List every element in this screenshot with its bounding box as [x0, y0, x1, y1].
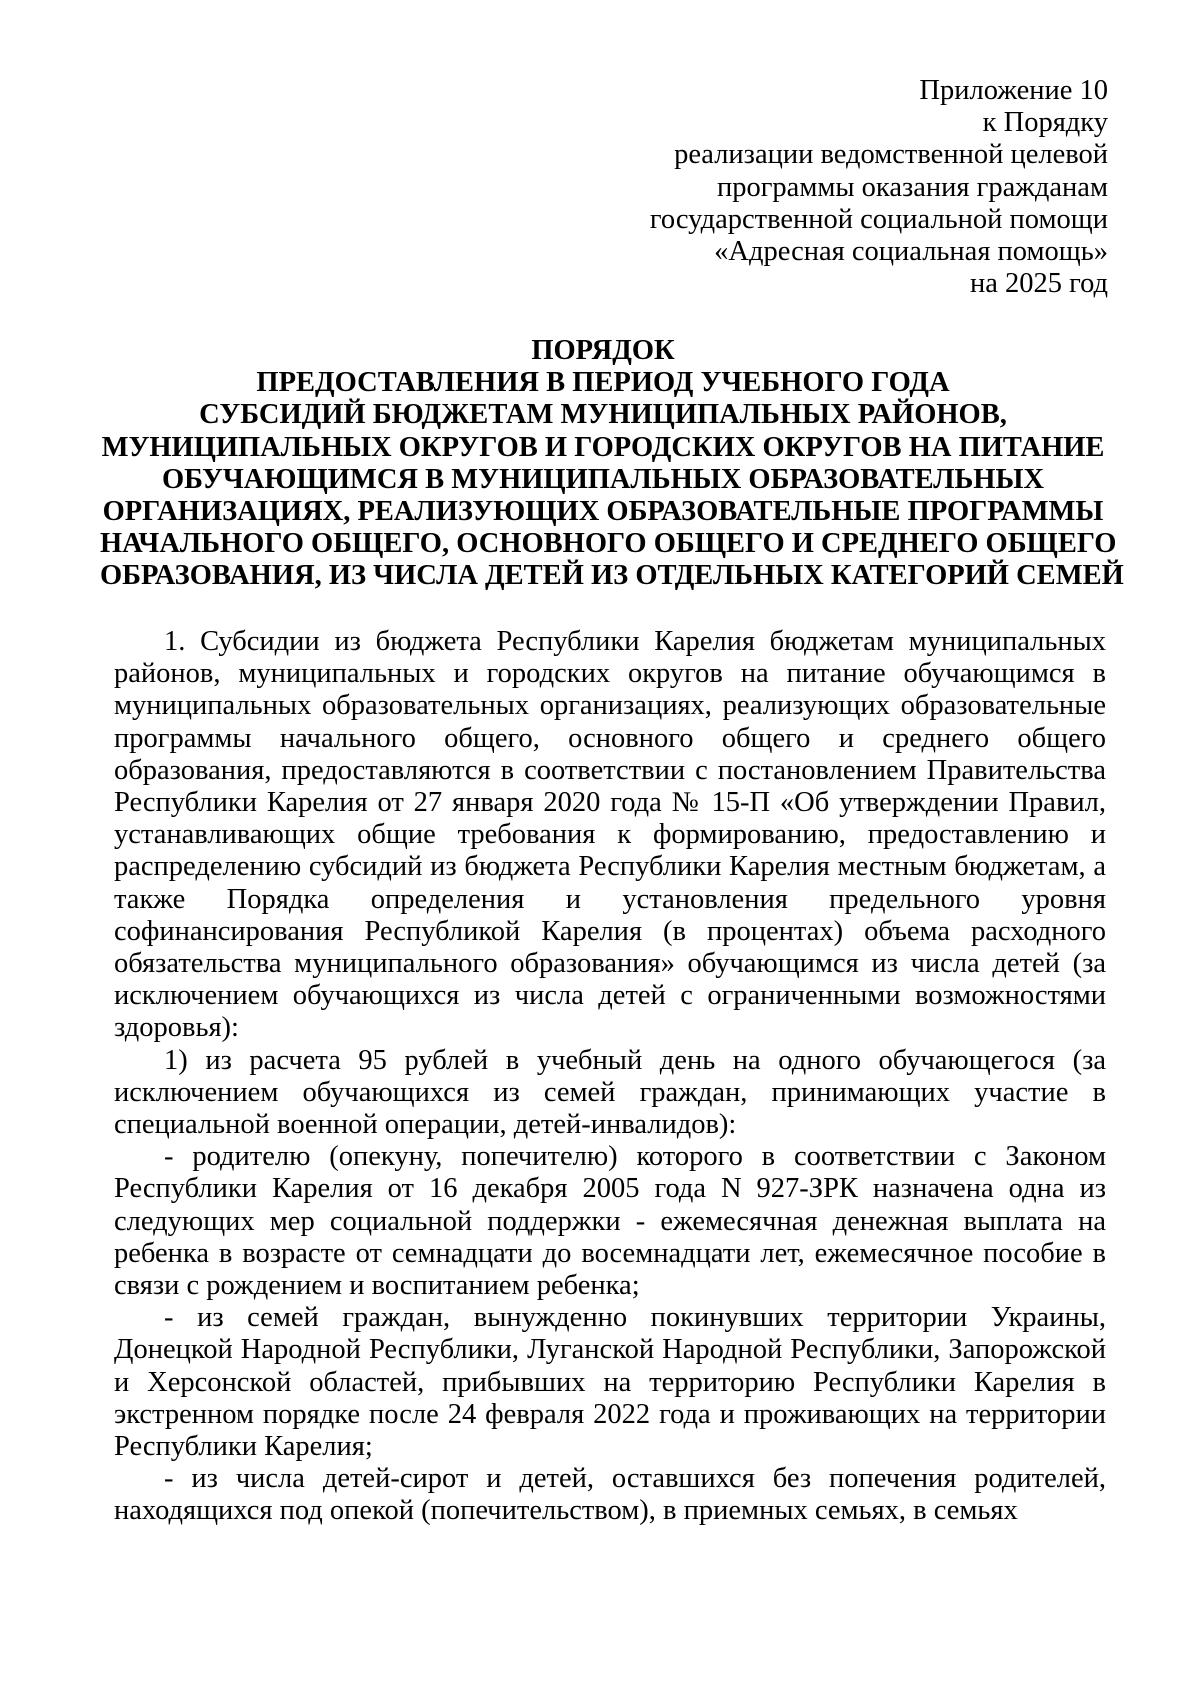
title-line: МУНИЦИПАЛЬНЫХ ОКРУГОВ И ГОРОДСКИХ ОКРУГОВ НА ПИТАНИЕ: [101, 431, 1105, 463]
appendix-reference: [650, 75, 1108, 300]
title-line: ПРЕДОСТАВЛЕНИЯ В ПЕРИОД УЧЕБНОГО ГОДА: [256, 367, 950, 399]
title-line: ОБРАЗОВАНИЯ, ИЗ ЧИСЛА ДЕТЕЙ ИЗ ОТДЕЛЬНЫХ КАТЕГОРИЙ СЕМЕЙ: [100, 560, 1124, 592]
paragraph-item-1: 1) из расчета 95 рублей в учебный день на одного обучающегося (за исключением обучающихся из семей граждан, принимающих участие в специальной военной операции, детей-инвалидов):: [114, 1044, 1106, 1141]
title-line: СУБСИДИЙ БЮДЖЕТАМ МУНИЦИПАЛЬНЫХ РАЙОНОВ,: [199, 399, 1007, 431]
appendix-line: к Порядку: [982, 107, 1108, 139]
appendix-line: государственной социальной помощи: [649, 203, 1108, 235]
paragraph-bullet-1: - родителю (опекуну, попечителю) которого в соответствии с Законом Республики Карелия от 16 декабря 2005 года N 927-ЗРК назначена одна из следующих мер социальной поддержки - ежемесячная денежная выплата на ребенка в возрасте от семнадцати до восемнадцати лет, ежемесячное пособие в связи с рождением и воспитанием ребенка;: [114, 1141, 1106, 1302]
document-title: [100, 335, 1124, 593]
title-line: ОРГАНИЗАЦИЯХ, РЕАЛИЗУЮЩИХ ОБРАЗОВАТЕЛЬНЫЕ ПРОГРАММЫ: [102, 496, 1104, 528]
title-line: ОБУЧАЮЩИМСЯ В МУНИЦИПАЛЬНЫХ ОБРАЗОВАТЕЛЬНЫХ: [161, 463, 1045, 495]
appendix-line: реализации ведомственной целевой: [674, 139, 1108, 171]
paragraph-bullet-2: - из семей граждан, вынужденно покинувших территории Украины, Донецкой Народной Республики, Луганской Народной Республики, Запорожской и Херсонской областей, прибывших на территорию Республики Карелия в экстренном порядке после 24 февраля 2022 года и проживающих на территории Республики Карелия;: [114, 1302, 1106, 1463]
paragraph-bullet-3: - из числа детей-сирот и детей, оставшихся без попечения родителей, находящихся под опекой (попечительством), в приемных семьях, в семьях: [114, 1463, 1106, 1527]
appendix-line: «Адресная социальная помощь»: [714, 236, 1108, 268]
appendix-line: на 2025 год: [969, 268, 1108, 300]
title-line: НАЧАЛЬНОГО ОБЩЕГО, ОСНОВНОГО ОБЩЕГО И СРЕДНЕГО ОБЩЕГО: [100, 528, 1117, 560]
appendix-line: Приложение 10: [919, 75, 1108, 106]
paragraph-1: 1. Субсидии из бюджета Республики Карелия бюджетам муниципальных районов, муниципальных и городских округов на питание обучающимся в муниципальных образовательных организациях, реализующих образовательные программы начального общего, основного общего и среднего общего образования, предоставляются в соответствии с постановлением Правительства Республики Карелия от 27 января 2020 года № 15-П «Об утверждении Правил, устанавливающих общие требования к формированию, предоставлению и распределению субсидий из бюджета Республики Карелия местным бюджетам, а также Порядка определения и установления предельного уровня софинансирования Республикой Карелия (в процентах) объема расходного обязательства муниципального образования» обучающимся из числа детей (за исключением обучающихся из числа детей с ограниченными возможностями здоровья):: [114, 626, 1106, 1044]
document-body: [114, 626, 1106, 1528]
title-line: ПОРЯДОК: [531, 335, 675, 366]
appendix-line: программы оказания гражданам: [716, 171, 1108, 203]
